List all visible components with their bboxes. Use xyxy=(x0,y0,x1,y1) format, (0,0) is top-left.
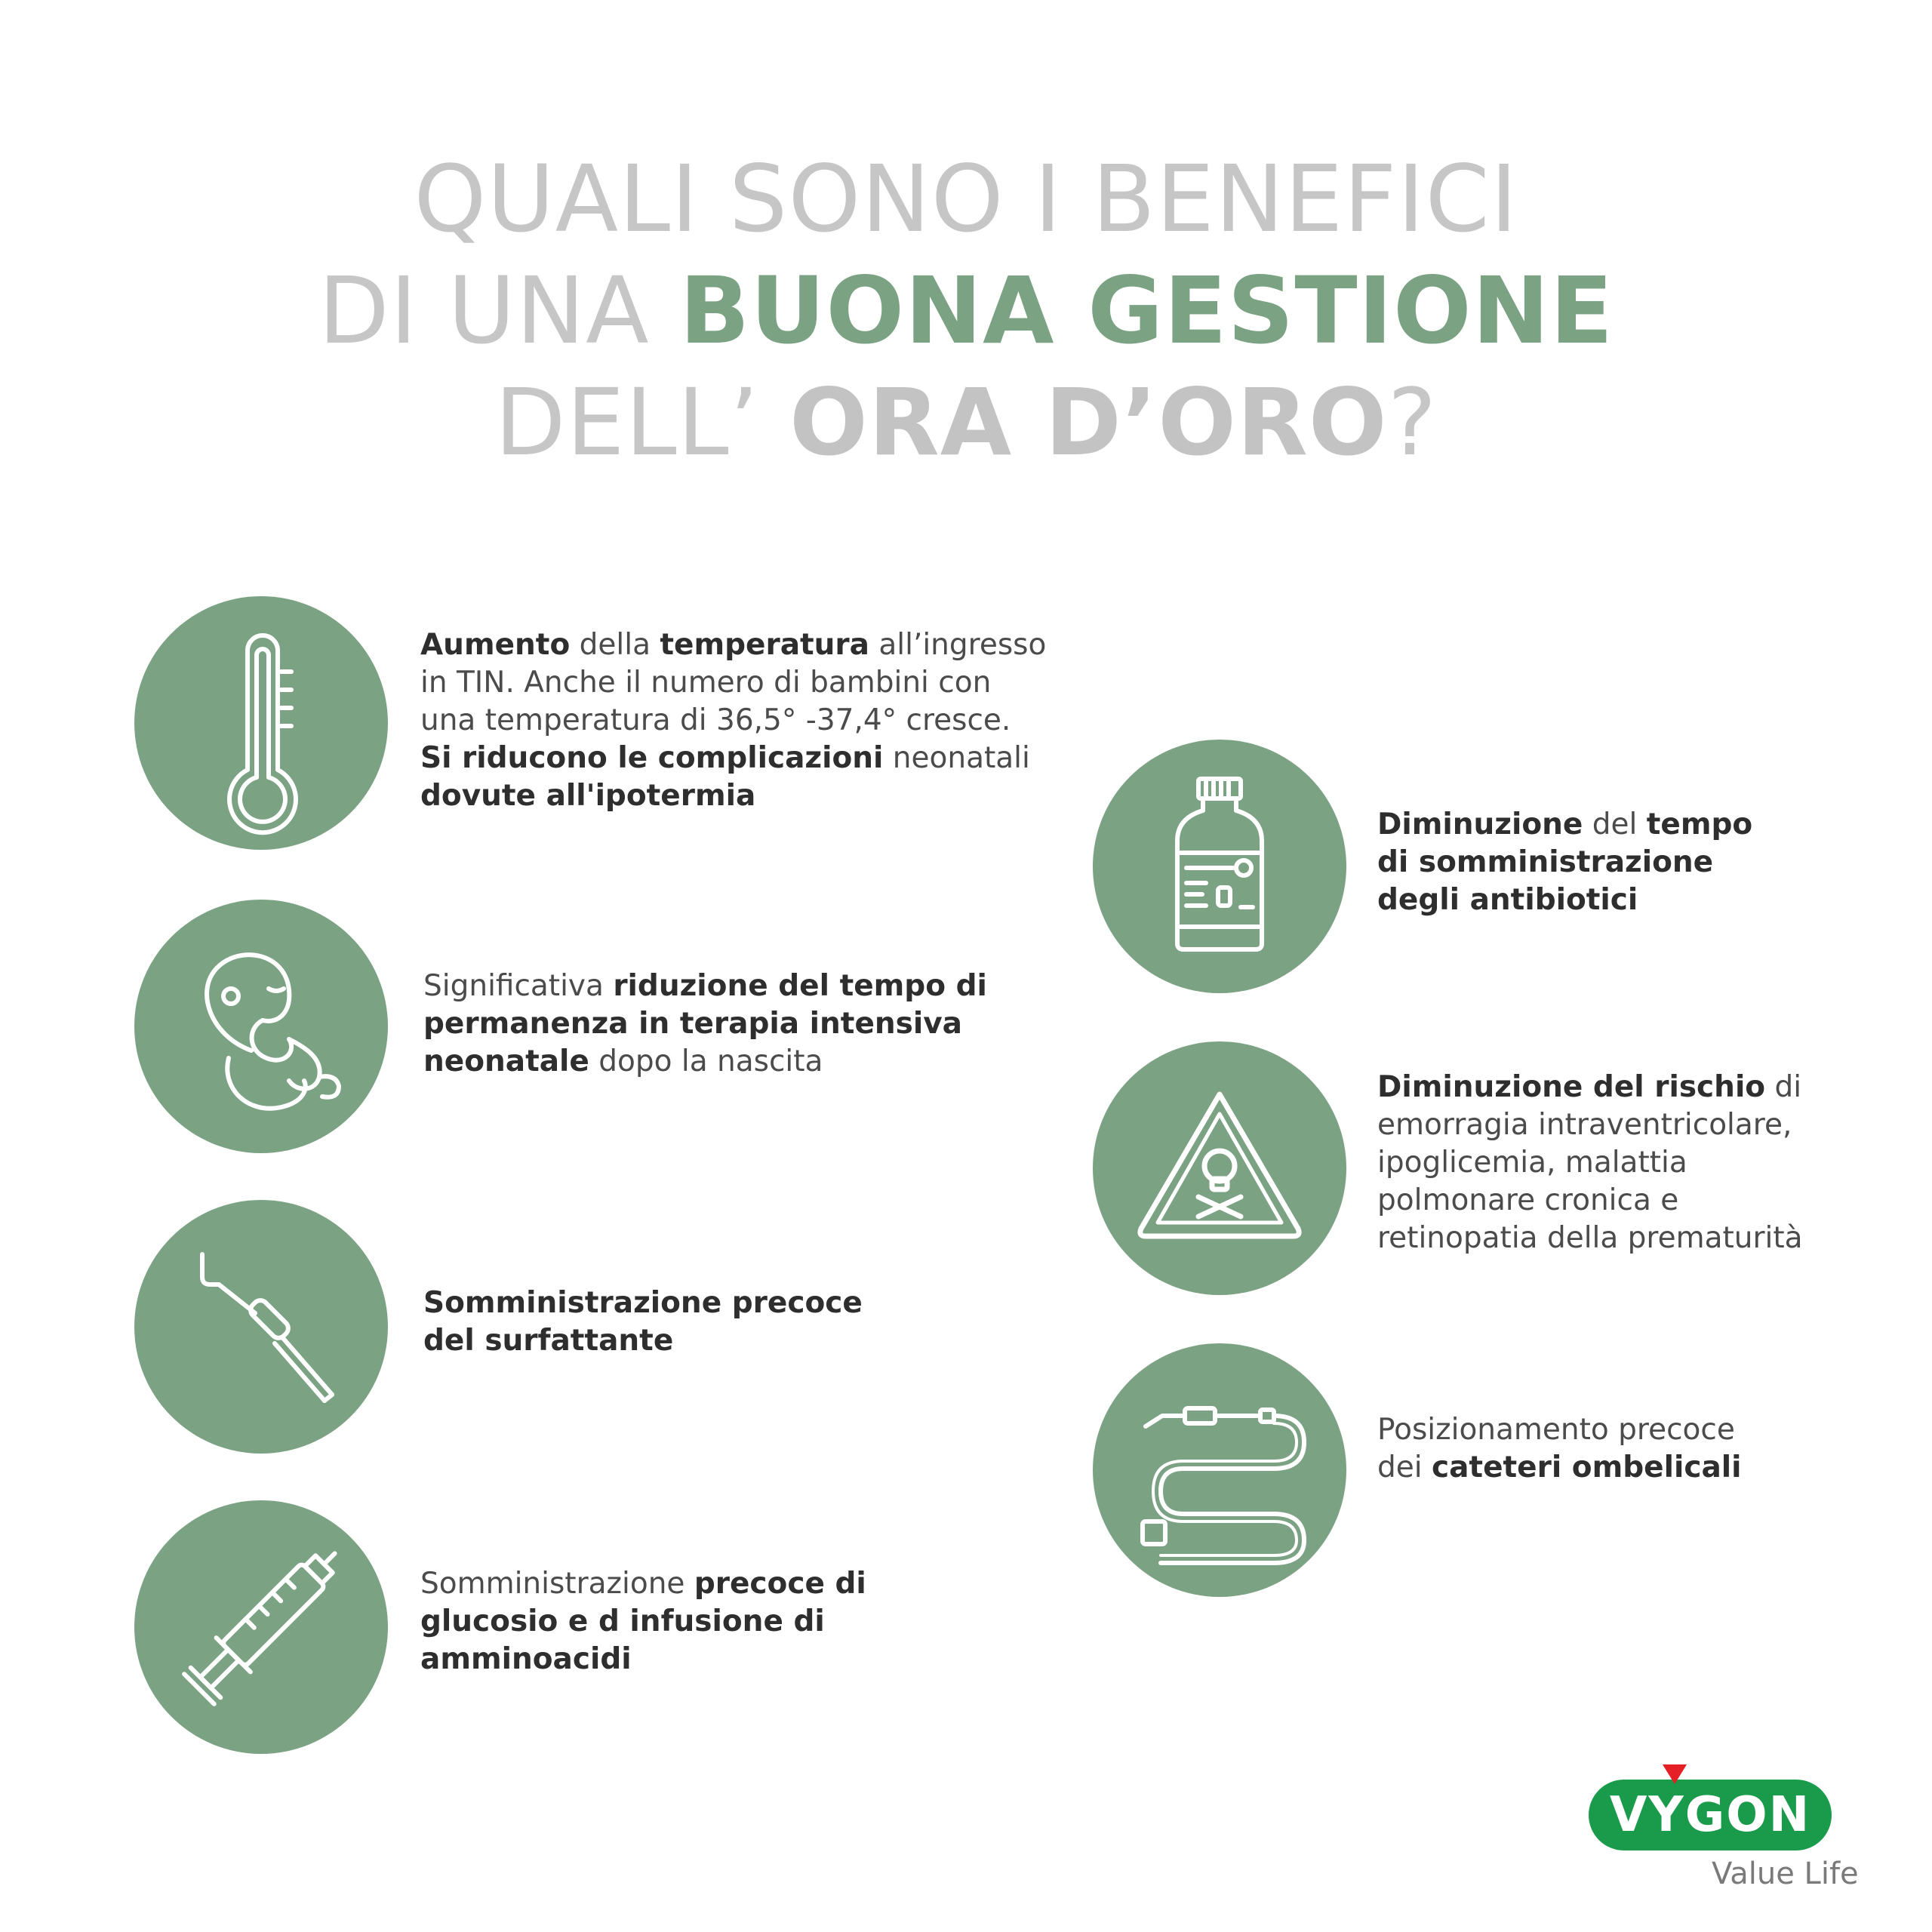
benefit-umbilical-catheters-text: Posizionamento precoce dei cateteri ombelicali xyxy=(1377,1413,1742,1484)
title-line-2: DI UNA BUONA GESTIONE xyxy=(318,257,1614,365)
benefit-nicu-stay-text: Significativa riduzione del tempo di permanenza in terapia intensiva neonatale dopo la nascita xyxy=(423,969,987,1078)
title-highlight-ora-doro: ORA D’ORO xyxy=(789,369,1388,476)
umbilical-catheter-icon xyxy=(1093,1343,1346,1597)
surfactant-catheter-icon xyxy=(134,1200,388,1454)
page-title xyxy=(0,143,1932,478)
title-line-3: DELL’ ORA D’ORO? xyxy=(494,369,1438,476)
hazard-skull-icon xyxy=(1093,1041,1346,1295)
benefit-glucose-text: Somministrazione precoce di glucosio e d infusione di amminoacidi xyxy=(420,1567,866,1676)
logo-brand-text: VYGON xyxy=(1609,1787,1811,1843)
syringe-icon xyxy=(134,1500,388,1754)
logo-tagline: Value Life xyxy=(1712,1857,1859,1891)
title-highlight-buona-gestione: BUONA GESTIONE xyxy=(679,257,1614,365)
logo-red-triangle-icon xyxy=(1663,1764,1687,1784)
benefit-antibiotics-text: Diminuzione del tempo di somministrazione degli antibiotici xyxy=(1377,808,1753,917)
title-line-1: QUALI SONO I BENEFICI xyxy=(414,146,1518,253)
benefit-surfactant-text: Somministrazione precoce del surfattante xyxy=(423,1286,863,1358)
medicine-bottle-icon xyxy=(1093,740,1346,993)
benefit-temperature-text: Aumento della temperatura all’ingresso in TIN. Anche il numero di bambini con una temperatura di 36,5° -37,4° cresce. Si riducono le complicazioni neonatali dovute all'ipotermia xyxy=(420,628,1047,813)
thermometer-icon xyxy=(134,596,388,850)
vygon-logo xyxy=(1589,1764,1838,1870)
benefit-risk-reduction-text: Diminuzione del rischio di emorragia intraventricolare, ipoglicemia, malattia polmonare cronica e retinopatia della prematurità xyxy=(1377,1070,1803,1255)
fetus-icon xyxy=(134,900,388,1153)
